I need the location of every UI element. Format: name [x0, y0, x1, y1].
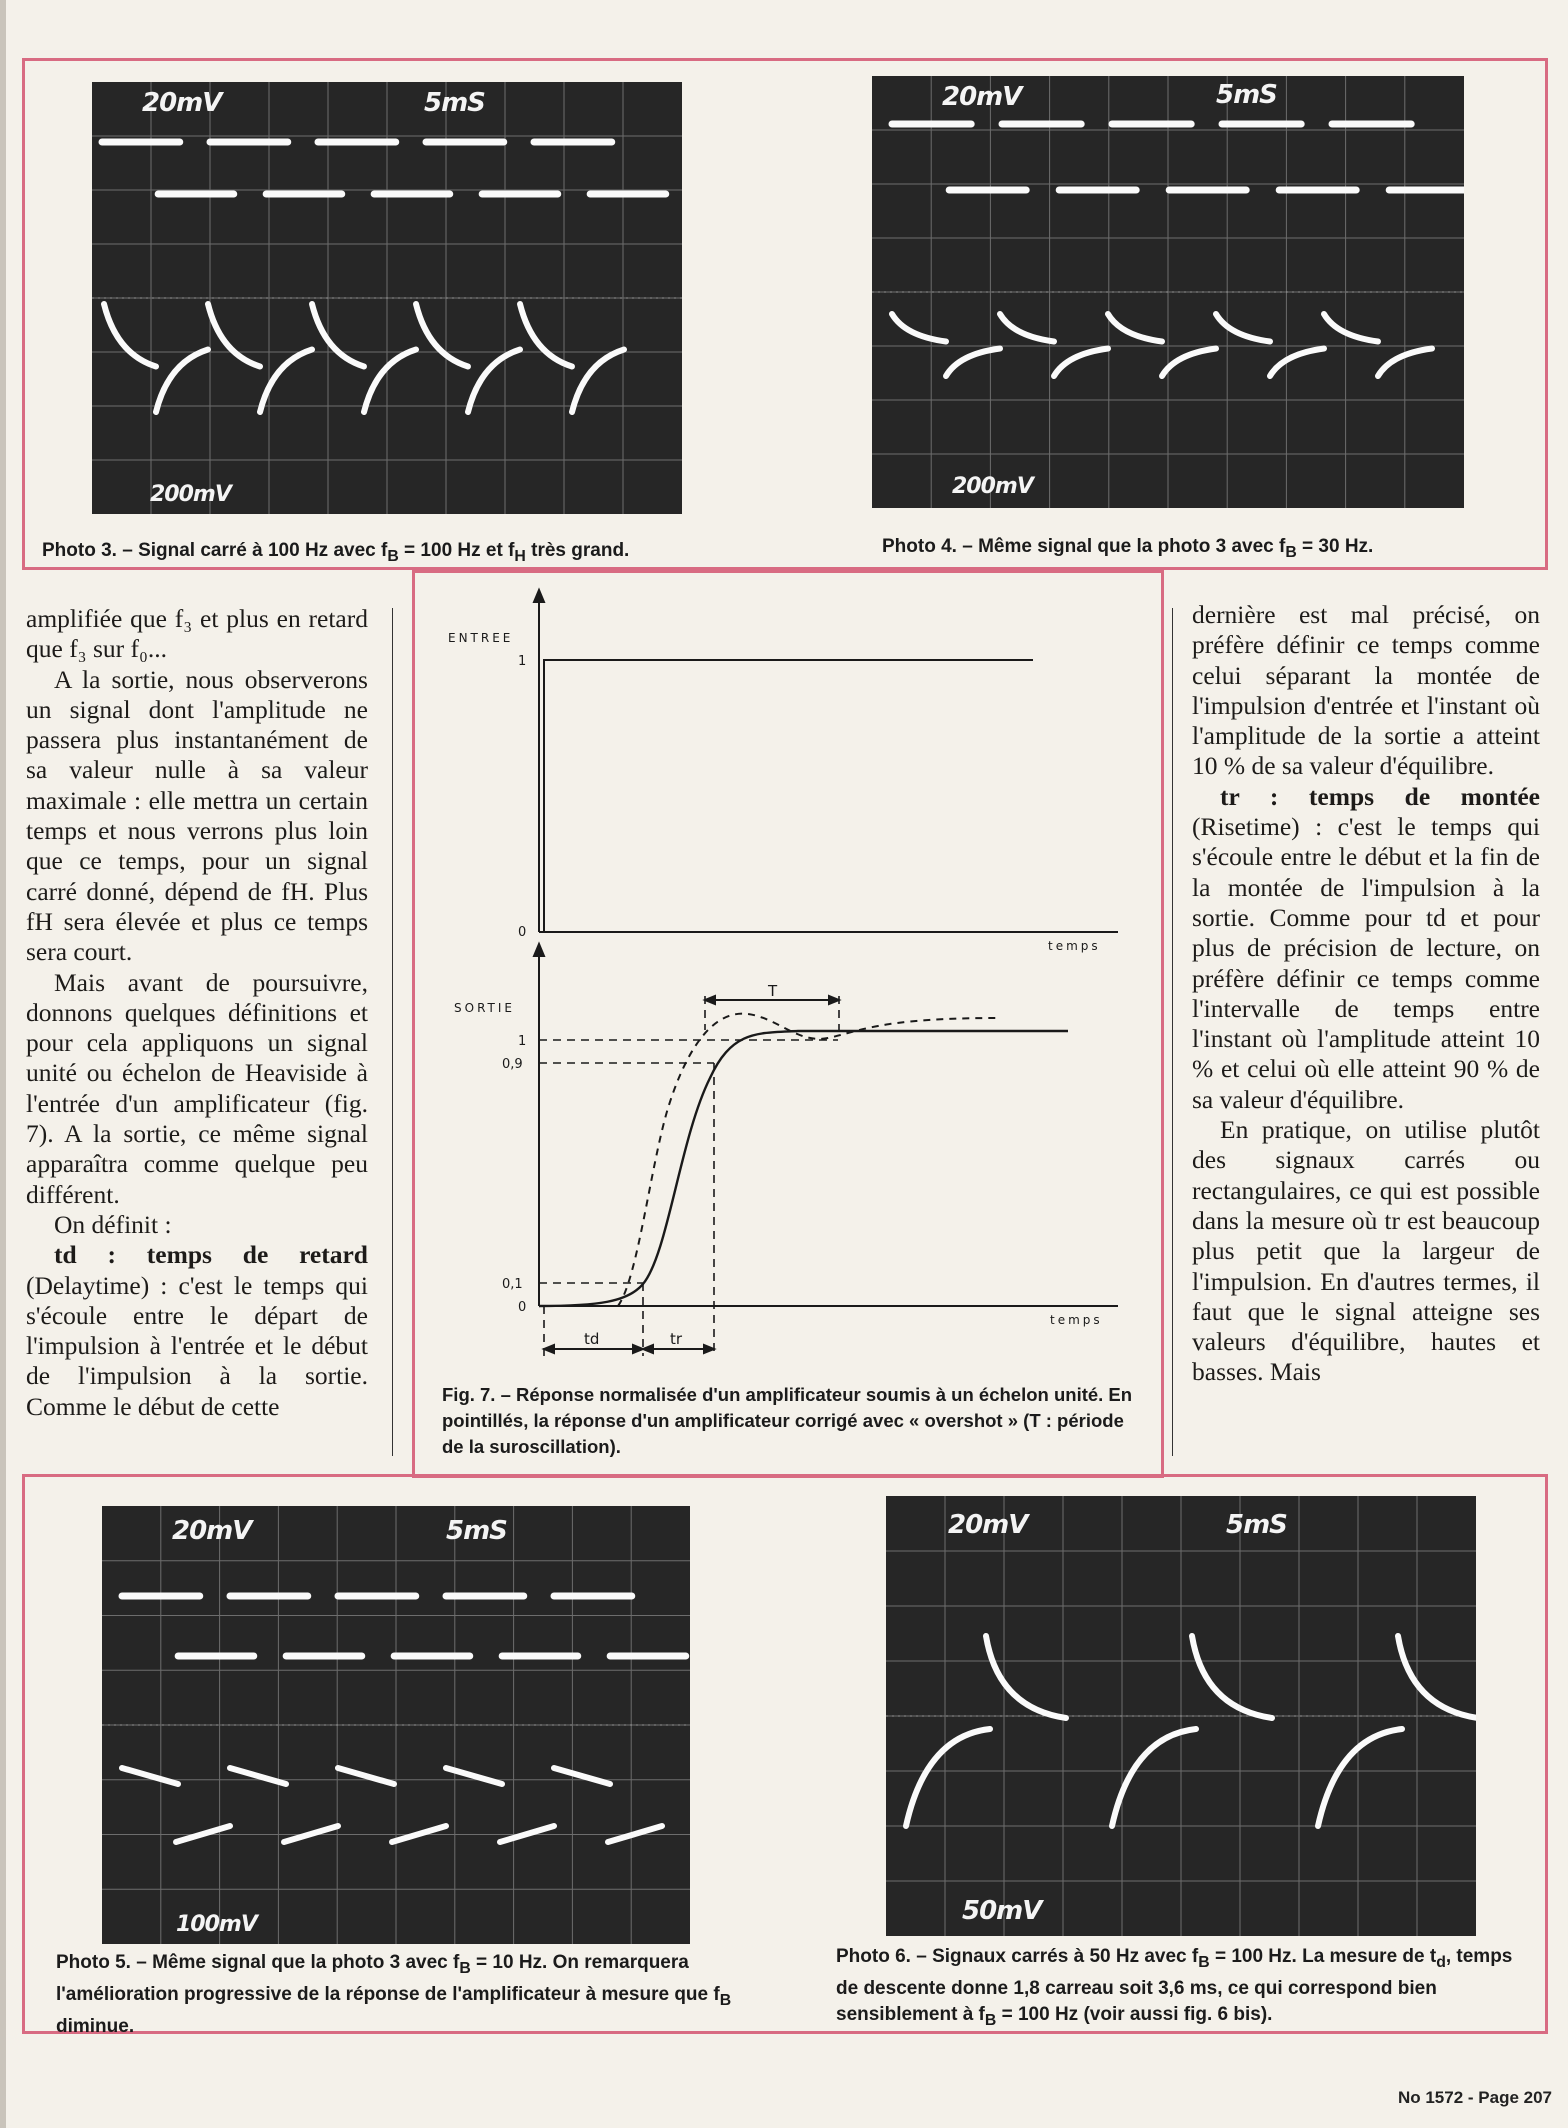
fig7-svg [418, 578, 1158, 1478]
output-decay-trace [260, 350, 312, 413]
sortie-overshoot-curve [618, 1014, 998, 1306]
page-footer: No 1572 - Page 207 [1397, 2088, 1552, 2107]
photo5-caption-lead: Photo 5. – [56, 1952, 147, 1973]
photo6-caption [836, 1944, 1526, 2034]
output-tilt-trace [554, 1768, 610, 1784]
output-decay-trace [1162, 349, 1216, 377]
photo6-oscillogram [886, 1496, 1476, 1936]
left-col-paragraph-2: A la sortie, nous observerons un signal dont l'amplitude ne passera plus instantanément de sa valeur nulle à sa valeur maximale : elle mettra un certain temps et nous verrons plus loin que ce temps, pour un signal carré donné, dépend de fH. Plus fH sera élevée et plus ce temps sera court. [26, 664, 368, 967]
right-column-rule [1172, 608, 1173, 1456]
td-definition: (Delaytime) : c'est le temps qui s'écoule entre le départ de l'impulsion à l'entrée et le début de l'impulsion à la sortie. Comme le début de cette [26, 1270, 368, 1421]
output-spike-trace [906, 1729, 990, 1826]
photo5-label-bottom-left: 100mV [176, 1912, 257, 1937]
entree-tick-0: 0 [518, 925, 527, 940]
photo3-caption-sub2: H [514, 547, 526, 565]
output-spike-trace [1112, 1729, 1196, 1826]
output-spike-trace [986, 1636, 1066, 1718]
output-decay-trace [1108, 314, 1162, 342]
fig7-diagram [418, 578, 1158, 1478]
T-label: T [768, 982, 778, 1000]
photo6-caption-lead: Photo 6. – [836, 1946, 927, 1967]
photo4-oscillogram [872, 76, 1464, 508]
output-decay-trace [468, 350, 520, 413]
sortie-tick-09: 0,9 [502, 1057, 523, 1072]
photo6-label-bottom-left: 50mV [962, 1896, 1042, 1926]
fig7-caption: Fig. 7. – Réponse normalisée d'un amplificateur soumis à un échelon unité. En pointillés, la réponse d'un amplificateur corrigé avec « overshot » (T : période de la suroscillation). [442, 1384, 1133, 1457]
photo6-caption-sub: B [1198, 1953, 1210, 1971]
output-decay-trace [104, 304, 156, 367]
output-decay-trace [1216, 314, 1270, 342]
tr-arrow-left-head [643, 1345, 653, 1353]
tr-label: tr [670, 1330, 683, 1348]
output-spike-trace [1318, 1729, 1402, 1826]
photo3-caption-sub1: B [387, 547, 399, 565]
output-decay-trace [1270, 349, 1324, 377]
right-col-paragraph-3: En pratique, on utilise plutôt des signaux carrés ou rectangulaires, ce qui est possible dans la mesure où tr est beaucoup plus petit que la largeur de l'impulsion. En d'autres termes, il faut que le signal atteigne ses valeurs d'équilibre, hautes et basses. Mais [1192, 1115, 1540, 1387]
left-col-paragraph-td [26, 1240, 368, 1422]
output-tilt-trace [338, 1768, 394, 1784]
photo4-caption-sub: B [1285, 543, 1297, 561]
photo6-caption-sub3: B [984, 2011, 997, 2029]
td-term: td : temps de retard [54, 1240, 368, 1270]
photo6-caption-sub2: d [1436, 1953, 1446, 1971]
tr-arrow-right-head [704, 1345, 714, 1353]
output-decay-trace [416, 304, 468, 367]
photo4-caption-text: Même signal que la photo 3 avec f [972, 536, 1286, 557]
output-decay-trace [946, 349, 1000, 377]
entree-step [539, 660, 1033, 932]
T-arrow-right-head [829, 996, 839, 1004]
photo5-caption-sub: B [459, 1959, 471, 1977]
output-decay-trace [208, 304, 260, 367]
photo6-caption-mid: = 100 Hz. La mesure de t [1209, 1946, 1437, 1967]
photo3-oscillogram [92, 82, 682, 514]
entree-tick-1: 1 [518, 654, 527, 669]
output-decay-trace [1000, 314, 1054, 342]
output-tilt-trace [122, 1768, 178, 1784]
temps-label-bottom: temps [1050, 1313, 1103, 1327]
photo3-caption-end: très grand. [525, 540, 630, 561]
output-tilt-trace [230, 1768, 286, 1784]
sortie-tick-01: 0,1 [502, 1277, 523, 1292]
photo4-caption-lead: Photo 4. – [882, 536, 973, 557]
td-arrow-left-head [544, 1345, 554, 1353]
photo4-label-top-left: 20mV [942, 82, 1022, 112]
right-text-column [1192, 600, 1540, 1388]
output-decay-trace [1324, 314, 1378, 342]
photo5-caption [56, 1950, 756, 2040]
sortie-label: SORTIE [454, 1001, 515, 1015]
right-col-paragraph-tr [1192, 782, 1540, 1115]
photo6-caption-end2: = 100 Hz (voir aussi fig. 6 bis). [996, 2003, 1273, 2025]
photo5-caption-end2: diminue. [56, 2015, 135, 2037]
photo4-label-top-right: 5mS [1216, 80, 1277, 110]
td-label: td [584, 1330, 600, 1348]
output-decay-trace [1054, 349, 1108, 377]
T-arrow-left-head [705, 996, 715, 1004]
photo5-caption-end: = 10 Hz. On remarquera l'amélioration progressive de la réponse de l'amplificateur à mesure que f [56, 1952, 720, 2005]
photo3-caption-text: Signal carré à 100 Hz avec f [132, 540, 388, 561]
photo3-caption [42, 538, 742, 570]
left-text-column [26, 604, 368, 1422]
photo3-caption-lead: Photo 3. – [42, 540, 133, 561]
photo6-caption-text: Signaux carrés à 50 Hz avec f [926, 1946, 1199, 1967]
output-spike-trace [1398, 1636, 1476, 1718]
photo5-caption-text: Même signal que la photo 3 avec f [146, 1952, 460, 1973]
photo3-caption-mid: = 100 Hz et f [398, 540, 515, 561]
photo4-caption-end: = 30 Hz. [1296, 536, 1374, 557]
left-col-paragraph-1: amplifiée que f₃ et plus en retard que f₃ sur f₀... [26, 604, 368, 664]
photo6-label-top-right: 5mS [1226, 1510, 1287, 1540]
output-decay-trace [572, 350, 624, 413]
left-col-paragraph-4: On définit : [54, 1209, 172, 1239]
photo3-label-top-right: 5mS [424, 88, 485, 118]
photo4-caption [882, 534, 1522, 566]
sortie-axis-arrowhead [534, 944, 544, 956]
photo5-caption-sub2: B [719, 1991, 732, 2009]
sortie-tick-1: 1 [518, 1034, 527, 1049]
photo5-label-top-left: 20mV [172, 1516, 252, 1546]
temps-label-top: temps [1048, 939, 1101, 953]
output-decay-trace [312, 304, 364, 367]
photo3-label-top-left: 20mV [142, 88, 222, 118]
output-decay-trace [364, 350, 416, 413]
sortie-response-curve [539, 1031, 1068, 1306]
photo6-label-top-left: 20mV [948, 1510, 1028, 1540]
photo4-label-bottom-left: 200mV [952, 474, 1033, 499]
photo5-label-top-right: 5mS [446, 1516, 507, 1546]
entree-label: ENTREE [448, 631, 514, 645]
output-decay-trace [156, 350, 208, 413]
right-col-paragraph-1: dernière est mal précisé, on préfère définir ce temps comme celui séparant la montée de l'impulsion d'entrée et l'instant où l'amplitude de la sortie a atteint 10 % de sa valeur d'équilibre. [1192, 600, 1540, 781]
entree-axis-arrowhead [534, 590, 544, 602]
tr-definition: (Risetime) : c'est le temps qui s'écoule entre le début et la fin de la montée de l'impulsion à la sortie. Comme pour td et pour plus de précision de lecture, on préfère définir ce temps comme l'intervalle de temps entre l'instant où l'amplitude atteint 10 % et celui où elle atteint 90 % de sa valeur d'équilibre. [1192, 812, 1540, 1114]
photo5-oscillogram [102, 1506, 690, 1944]
tr-term: tr : temps de montée [1220, 781, 1540, 811]
left-column-rule [392, 608, 393, 1456]
photo3-label-bottom-left: 200mV [150, 482, 231, 507]
page-binding-edge [0, 0, 6, 2128]
left-col-paragraph-3: Mais avant de poursuivre, donnons quelques définitions et pour cela appliquons un signal unité ou échelon de Heaviside à l'entrée d'un amplificateur (fig. 7). A la sortie, ce même signal apparaîtra comme quelque peu différent. [26, 967, 368, 1209]
output-spike-trace [1192, 1636, 1272, 1718]
sortie-tick-0: 0 [518, 1300, 527, 1315]
photo6-caption-end: , temps de descente donne 1,8 carreau soit 3,6 ms, ce qui correspond bien sensiblement à f [836, 1946, 1513, 2025]
output-decay-trace [892, 314, 946, 342]
